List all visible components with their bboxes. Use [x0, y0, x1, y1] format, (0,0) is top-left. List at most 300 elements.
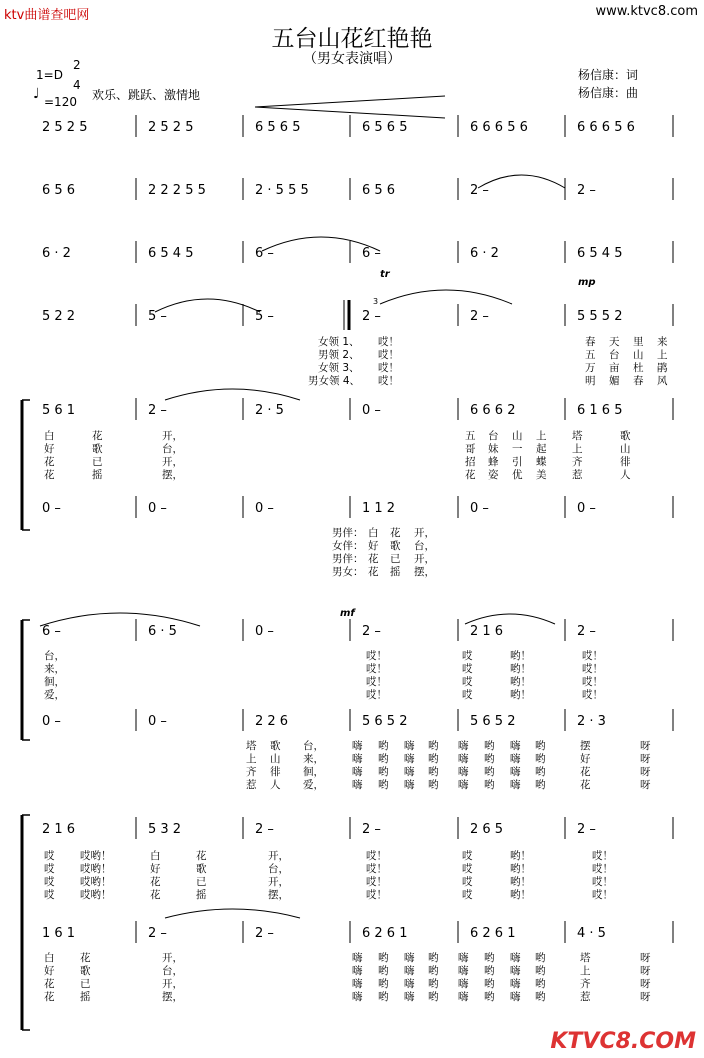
lyric-r10: 呀	[640, 965, 651, 977]
lyric-r5: 惹	[572, 469, 583, 481]
lyric-r8: 哟	[535, 766, 546, 778]
lyric-r10: 哟	[535, 991, 546, 1003]
composer-credit: 杨信康：曲	[578, 86, 639, 100]
lyric-r9: 哎哟！	[80, 863, 112, 875]
measure-r1-6: 6 6 6 5 6	[577, 120, 635, 135]
site-watermark-right: www.ktvc8.com	[595, 4, 698, 19]
measure-r2-1: 6 5 6	[42, 183, 76, 198]
lyric-r8: 嗨	[352, 753, 363, 765]
lyric-r8: 哟	[535, 779, 546, 791]
lyric-r8: 上	[246, 753, 257, 765]
lyric-r6: 摇	[390, 566, 401, 578]
measure-r7-4: 2 –	[362, 624, 381, 639]
verse-lyric: 风	[657, 375, 668, 387]
verse-role: 女领 3、	[318, 362, 360, 374]
lyric-r7: 来，	[44, 663, 65, 675]
lyric-r5: 起	[536, 443, 547, 455]
measure-r7-2: 6 · 5	[148, 624, 177, 639]
measure-r9-5: 2 6 5	[470, 822, 504, 837]
measure-r4-3: 5 –	[255, 309, 274, 324]
lyric-r5: 台，	[162, 443, 183, 455]
lyric-r10: 嗨	[510, 952, 521, 964]
lyric-r5: 歌	[620, 430, 631, 442]
lyric-r5: 已	[92, 456, 103, 468]
lyric-r10: 哟	[535, 978, 546, 990]
lyric-r9: 摇	[196, 889, 207, 901]
lyric-r5: 一	[512, 443, 523, 455]
lyric-r5: 美	[536, 469, 547, 481]
lyric-r5: 齐	[572, 456, 583, 468]
lyric-r9: 好	[150, 863, 161, 875]
lyric-r10: 已	[80, 978, 91, 990]
lyric-r8: 呀	[640, 779, 651, 791]
lyric-r10: 哟	[484, 965, 495, 977]
measure-r2-3: 2 · 5 5 5	[255, 183, 309, 198]
lyric-r5: 山	[512, 430, 523, 442]
lyric-r5: 摇	[92, 469, 103, 481]
measure-r1-5: 6 6 6 5 6	[470, 120, 528, 135]
lyric-r8: 哟	[535, 753, 546, 765]
measure-r9-2: 5 3 2	[148, 822, 182, 837]
lyric-r10: 哟	[535, 952, 546, 964]
lyric-r9: 哎	[462, 889, 473, 901]
lyric-r9: 哎！	[366, 863, 387, 875]
song-subtitle: （男女表演唱）	[303, 51, 401, 67]
lyric-r8: 嗨	[352, 779, 363, 791]
lyric-r10: 呀	[640, 952, 651, 964]
measure-r7-3: 0 –	[255, 624, 274, 639]
measure-r8-5: 5 6 5 2	[470, 714, 516, 729]
lyric-r10: 台，	[162, 965, 183, 977]
lyric-r5: 花	[465, 469, 476, 481]
measure-r5-1: 5 6 1	[42, 403, 76, 418]
verse-lyric: 台	[609, 349, 620, 361]
lyric-r8: 好	[580, 753, 591, 765]
lyric-r10: 摆，	[162, 991, 183, 1003]
lyric-r9: 歌	[196, 863, 207, 875]
time-signature-bottom: 4	[73, 78, 81, 92]
lyric-r8: 爱，	[303, 779, 324, 791]
lyric-r10: 开，	[162, 978, 183, 990]
lyric-r8: 摆	[580, 740, 591, 752]
lyric-r9: 哎哟！	[80, 876, 112, 888]
lyric-r10: 哟	[428, 952, 439, 964]
measure-r6-5: 0 –	[470, 501, 489, 516]
measure-r9-6: 2 –	[577, 822, 596, 837]
lyric-r9: 哎哟！	[80, 850, 112, 862]
lyric-r9: 哎	[44, 876, 55, 888]
lyric-r10: 嗨	[510, 991, 521, 1003]
lyric-r5: 白	[44, 430, 55, 442]
lyric-r5: 蝶	[536, 456, 547, 468]
dynamic-mp: mp	[578, 277, 596, 288]
lyric-r5: 开，	[162, 430, 183, 442]
lyric-r5: 蜂	[488, 456, 499, 468]
lyric-r8: 嗨	[458, 766, 469, 778]
lyric-r9: 花	[150, 876, 161, 888]
measure-r4-2: 5 –	[148, 309, 167, 324]
lyric-r6: 开，	[414, 553, 435, 565]
lyric-r10: 嗨	[404, 991, 415, 1003]
lyric-r8: 齐	[246, 766, 257, 778]
lyric-r5: 五	[465, 430, 476, 442]
song-title: 五台山花红艳艳	[271, 26, 433, 52]
lyric-r10: 哟	[378, 991, 389, 1003]
lyric-r10: 嗨	[510, 965, 521, 977]
lyric-r7: 哎！	[582, 676, 603, 688]
measure-r1-3: 6 5 6 5	[255, 120, 301, 135]
lyric-r10: 呀	[640, 991, 651, 1003]
lyric-r8: 嗨	[404, 740, 415, 752]
lyric-r7: 哎！	[582, 663, 603, 675]
measure-r2-6: 2 –	[577, 183, 596, 198]
lyric-r5: 引	[512, 456, 523, 468]
lyric-r8: 台，	[303, 740, 324, 752]
verse-exclamation: 哎！	[378, 336, 399, 348]
lyric-r10: 哟	[428, 991, 439, 1003]
measure-r6-2: 0 –	[148, 501, 167, 516]
lyric-r10: 嗨	[352, 965, 363, 977]
lyric-r7: 哎！	[582, 650, 603, 662]
verse-lyric: 春	[585, 336, 596, 348]
lyric-r5: 人	[620, 469, 631, 481]
lyric-r10: 白	[44, 952, 55, 964]
lyric-r10: 哟	[378, 965, 389, 977]
lyric-r9: 花	[196, 850, 207, 862]
lyric-r8: 嗨	[510, 740, 521, 752]
lyric-r10: 哟	[428, 965, 439, 977]
lyric-r8: 哟	[428, 779, 439, 791]
lyric-r6: 歌	[390, 540, 401, 552]
measure-r3-6: 6 5 4 5	[577, 246, 623, 261]
lyric-r10: 嗨	[510, 978, 521, 990]
lyric-r6: 已	[390, 553, 401, 565]
lyric-r8: 哟	[535, 740, 546, 752]
lyric-r8: 嗨	[352, 766, 363, 778]
lyric-r8: 徊，	[303, 766, 324, 778]
lyric-r9: 哟！	[510, 863, 531, 875]
lyric-r6: 开，	[414, 527, 435, 539]
lyric-r9: 哟！	[510, 850, 531, 862]
lyric-r10: 嗨	[404, 978, 415, 990]
verse-lyric: 杜	[633, 362, 644, 374]
measure-r10-6: 4 · 5	[577, 926, 606, 941]
lyric-r6: 花	[368, 566, 379, 578]
lyric-r9: 哎！	[366, 889, 387, 901]
lyric-r8: 哟	[484, 766, 495, 778]
lyric-r10: 嗨	[404, 952, 415, 964]
measure-r7-5: 2 1 6	[470, 624, 504, 639]
lyric-r7: 台，	[44, 650, 65, 662]
lyric-r8: 哟	[484, 753, 495, 765]
lyric-r10: 呀	[640, 978, 651, 990]
lyric-r8: 呀	[640, 740, 651, 752]
lyric-r8: 惹	[246, 779, 257, 791]
lyric-r5: 招	[465, 456, 476, 468]
lyric-r10: 嗨	[352, 952, 363, 964]
measure-r3-3: 6 –	[255, 246, 274, 261]
measure-r1-4: 6 5 6 5	[362, 120, 408, 135]
lyric-r10: 塔	[580, 952, 591, 964]
lyric-r6: 花	[390, 527, 401, 539]
measure-r6-6: 0 –	[577, 501, 596, 516]
expression-marking: 欢乐、跳跃、激情地	[92, 88, 201, 102]
lyric-r10: 哟	[484, 952, 495, 964]
lyric-r10: 花	[44, 991, 55, 1003]
lyric-r9: 开，	[268, 876, 289, 888]
lyric-r9: 花	[150, 889, 161, 901]
lyric-r9: 已	[196, 876, 207, 888]
measure-r2-5: 2 –	[470, 183, 489, 198]
triplet-marking: 3	[373, 297, 379, 306]
lyric-r9: 哎！	[366, 850, 387, 862]
verse-exclamation: 哎！	[378, 362, 399, 374]
lyric-r10: 哟	[484, 991, 495, 1003]
lyric-r10: 花	[80, 952, 91, 964]
verse-exclamation: 哎！	[378, 349, 399, 361]
lyric-r8: 嗨	[404, 779, 415, 791]
lyric-r8: 嗨	[510, 779, 521, 791]
measure-r9-4: 2 –	[362, 822, 381, 837]
lyric-r9: 哎！	[592, 876, 613, 888]
lyric-r7: 哟！	[510, 663, 531, 675]
lyric-r7: 哟！	[510, 676, 531, 688]
lyric-r10: 嗨	[404, 965, 415, 977]
verse-lyric: 上	[657, 349, 668, 361]
lyric-r7: 徊，	[44, 676, 65, 688]
lyric-r10: 上	[580, 965, 591, 977]
lyric-r8: 哟	[378, 740, 389, 752]
lyric-r9: 白	[150, 850, 161, 862]
lyric-r8: 哟	[428, 740, 439, 752]
lyric-r9: 台，	[268, 863, 289, 875]
measure-r3-5: 6 · 2	[470, 246, 499, 261]
lyric-r10: 哟	[535, 965, 546, 977]
lyric-r8: 哟	[484, 779, 495, 791]
measure-r6-3: 0 –	[255, 501, 274, 516]
key-signature: 1=D	[36, 68, 63, 82]
measure-r8-3: 2 2 6	[255, 714, 289, 729]
lyric-r6: 台，	[414, 540, 435, 552]
verse-role: 女领 1、	[318, 336, 360, 348]
measure-r4-5: 2 –	[470, 309, 489, 324]
lyric-r10: 摇	[80, 991, 91, 1003]
measure-r2-2: 2 2 2 5 5	[148, 183, 206, 198]
lyric-r10: 哟	[428, 978, 439, 990]
measure-r9-3: 2 –	[255, 822, 274, 837]
verse-exclamation: 哎！	[378, 375, 399, 387]
lyric-r10: 哟	[378, 952, 389, 964]
lyric-r8: 呀	[640, 753, 651, 765]
measure-r3-4: 6 –	[362, 246, 381, 261]
lyric-r8: 人	[270, 779, 281, 791]
lyric-r6: 男女：	[332, 566, 364, 578]
measure-r6-1: 0 –	[42, 501, 61, 516]
lyric-r5: 开，	[162, 456, 183, 468]
lyric-r5: 徘	[620, 456, 631, 468]
lyric-r8: 山	[270, 753, 281, 765]
lyric-r6: 摆，	[414, 566, 435, 578]
lyric-r10: 嗨	[458, 991, 469, 1003]
verse-lyric: 明	[585, 375, 596, 387]
lyric-r9: 开，	[268, 850, 289, 862]
lyric-r5: 花	[44, 469, 55, 481]
verse-role: 男女领 4、	[308, 375, 361, 387]
lyric-r8: 哟	[378, 766, 389, 778]
lyric-r6: 花	[368, 553, 379, 565]
dynamic-mf: mf	[340, 608, 355, 619]
measure-r5-5: 6 6 6 2	[470, 403, 516, 418]
lyric-r8: 歌	[270, 740, 281, 752]
lyric-r7: 哟！	[510, 650, 531, 662]
measure-r3-1: 6 · 2	[42, 246, 71, 261]
lyric-r8: 嗨	[458, 779, 469, 791]
lyric-r5: 姿	[488, 469, 499, 481]
lyric-r6: 男伴：	[332, 553, 364, 565]
lyric-r10: 好	[44, 965, 55, 977]
verse-lyric: 万	[585, 362, 596, 374]
lyric-r8: 嗨	[404, 753, 415, 765]
lyric-r10: 哟	[378, 978, 389, 990]
verse-lyric: 媚	[609, 375, 620, 387]
measure-r10-4: 6 2 6 1	[362, 926, 408, 941]
lyric-r7: 爱，	[44, 689, 65, 701]
lyric-r8: 哟	[428, 766, 439, 778]
lyric-r7: 哎	[462, 689, 473, 701]
lyricist-credit: 杨信康：词	[578, 68, 639, 82]
lyric-r7: 哎	[462, 676, 473, 688]
measure-r1-2: 2 5 2 5	[148, 120, 194, 135]
lyric-r9: 摆，	[268, 889, 289, 901]
lyric-r5: 哥	[465, 443, 476, 455]
measure-r1-1: 2 5 2 5	[42, 120, 88, 135]
lyric-r6: 男伴：	[332, 527, 364, 539]
measure-r8-4: 5 6 5 2	[362, 714, 408, 729]
verse-lyric: 鹃	[657, 362, 668, 374]
verse-lyric: 五	[585, 349, 596, 361]
lyric-r7: 哎	[462, 650, 473, 662]
verse-lyric: 春	[633, 375, 644, 387]
lyric-r10: 嗨	[458, 952, 469, 964]
verse-lyric: 天	[609, 336, 620, 348]
lyric-r6: 白	[368, 527, 379, 539]
lyric-r8: 嗨	[510, 753, 521, 765]
lyric-r8: 嗨	[458, 753, 469, 765]
verse-lyric: 山	[633, 349, 644, 361]
lyric-r9: 哎	[462, 876, 473, 888]
measure-r4-1: 5 2 2	[42, 309, 76, 324]
lyric-r5: 上	[536, 430, 547, 442]
lyric-r7: 哎！	[366, 650, 387, 662]
quarter-note-icon: ♩	[33, 86, 40, 102]
lyric-r8: 塔	[246, 740, 257, 752]
lyric-r5: 花	[92, 430, 103, 442]
site-watermark-bottom: KTVC8.COM	[550, 1029, 696, 1054]
lyric-r8: 哟	[378, 753, 389, 765]
measure-r5-3: 2 · 5	[255, 403, 284, 418]
lyric-r7: 哎！	[366, 663, 387, 675]
lyric-r7: 哎	[462, 663, 473, 675]
lyric-r5: 歌	[92, 443, 103, 455]
lyric-r10: 嗨	[352, 991, 363, 1003]
verse-lyric: 亩	[609, 362, 620, 374]
lyric-r5: 山	[620, 443, 631, 455]
lyric-r5: 优	[512, 469, 523, 481]
measure-r6-4: 1 1 2	[362, 501, 396, 516]
lyric-r10: 歌	[80, 965, 91, 977]
lyric-r8: 嗨	[352, 740, 363, 752]
lyric-r9: 哎	[44, 850, 55, 862]
lyric-r8: 嗨	[404, 766, 415, 778]
measure-r4-4: 2 –	[362, 309, 381, 324]
measure-r7-6: 2 –	[577, 624, 596, 639]
lyric-r9: 哎！	[592, 863, 613, 875]
lyric-r10: 嗨	[458, 965, 469, 977]
measure-r8-1: 0 –	[42, 714, 61, 729]
lyric-r5: 妹	[488, 443, 499, 455]
lyric-r5: 塔	[572, 430, 583, 442]
lyric-r10: 齐	[580, 978, 591, 990]
lyric-r5: 台	[488, 430, 499, 442]
measure-r10-3: 2 –	[255, 926, 274, 941]
trill-marking: tr	[380, 269, 390, 280]
measure-r10-5: 6 2 6 1	[470, 926, 516, 941]
lyric-r8: 嗨	[510, 766, 521, 778]
lyric-r7: 哎！	[366, 689, 387, 701]
lyric-r9: 哎	[462, 863, 473, 875]
measure-r10-1: 1 6 1	[42, 926, 76, 941]
lyric-r9: 哎！	[592, 889, 613, 901]
lyric-r5: 摆，	[162, 469, 183, 481]
lyric-r7: 哎！	[582, 689, 603, 701]
verse-role: 男领 2、	[318, 349, 360, 361]
lyric-r10: 嗨	[352, 978, 363, 990]
verse-lyric: 里	[633, 336, 644, 348]
lyric-r8: 花	[580, 779, 591, 791]
lyric-r8: 哟	[378, 779, 389, 791]
measure-r9-1: 2 1 6	[42, 822, 76, 837]
lyric-r8: 嗨	[458, 740, 469, 752]
lyric-r10: 哟	[484, 978, 495, 990]
lyric-r9: 哟！	[510, 876, 531, 888]
measure-r8-6: 2 · 3	[577, 714, 606, 729]
lyric-r5: 上	[572, 443, 583, 455]
lyric-r10: 开，	[162, 952, 183, 964]
lyric-r8: 呀	[640, 766, 651, 778]
verse-lyric: 来	[657, 336, 668, 348]
measure-r3-2: 6 5 4 5	[148, 246, 194, 261]
lyric-r9: 哎	[44, 889, 55, 901]
lyric-r9: 哎	[462, 850, 473, 862]
lyric-r8: 哟	[484, 740, 495, 752]
measure-r5-2: 2 –	[148, 403, 167, 418]
lyric-r7: 哟！	[510, 689, 531, 701]
measure-r5-4: 0 –	[362, 403, 381, 418]
lyric-r10: 惹	[580, 991, 591, 1003]
lyric-r5: 花	[44, 456, 55, 468]
time-signature-top: 2	[73, 58, 81, 72]
lyric-r8: 来，	[303, 753, 324, 765]
lyric-r9: 哎！	[366, 876, 387, 888]
lyric-r8: 徘	[270, 766, 281, 778]
lyric-r5: 好	[44, 443, 55, 455]
lyric-r9: 哎哟！	[80, 889, 112, 901]
measure-r10-2: 2 –	[148, 926, 167, 941]
lyric-r8: 哟	[428, 753, 439, 765]
lyric-r10: 花	[44, 978, 55, 990]
lyric-r7: 哎！	[366, 676, 387, 688]
lyric-r9: 哎！	[592, 850, 613, 862]
